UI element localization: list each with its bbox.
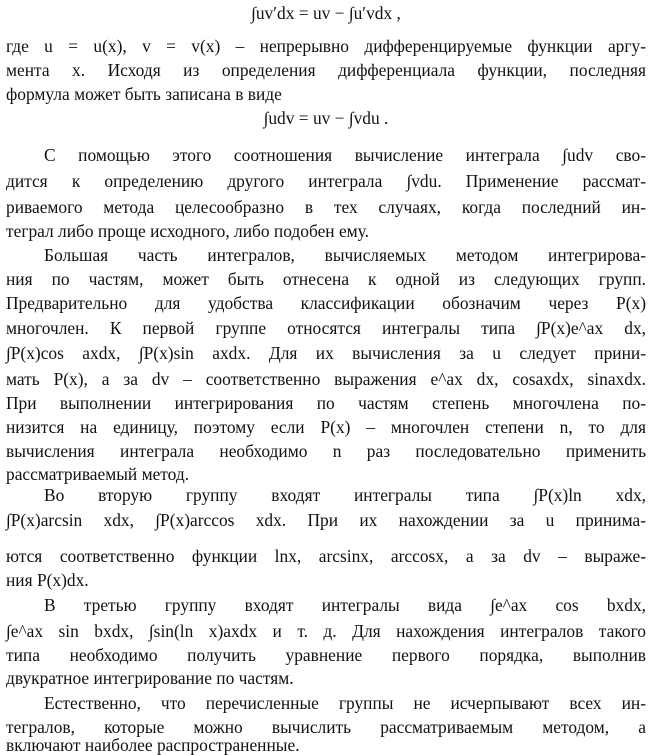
text-line-2: мента x. Исходя из определения дифференциала функции, последняя: [6, 60, 646, 80]
text-line-9: ния по частям, может быть отнесена к одной из следующих групп.: [6, 269, 646, 289]
text-line-8: Большая часть интегралов, вычисляемых методом интегрирова-: [44, 245, 646, 265]
text-line-21: ния P(x)dx.: [6, 570, 89, 590]
formula-differential-form: ∫udv = uv − ∫vdu .: [263, 108, 389, 128]
text-line-3: формула может быть записана в виде: [6, 84, 282, 104]
text-line-26: Естественно, что перечисленные группы не исчерпывают всех ин-: [44, 693, 646, 713]
text-line-11: многочлен. К первой группе относятся интегралы типа ∫P(x)e^ax dx,: [6, 318, 646, 338]
formula-integration-by-parts: ∫uv′dx = uv − ∫u′vdx ,: [251, 3, 401, 23]
text-line-6: риваемого метода целесообразно в тех случаях, когда последний ин-: [6, 197, 646, 217]
text-line-5: дится к определению другого интеграла ∫vdu. Применение рассмат-: [6, 171, 646, 191]
text-line-4: С помощью этого соотношения вычисление интеграла ∫udv сво-: [44, 145, 646, 165]
text-line-27: тегралов, которые можно вычислить рассматриваемым методом, а: [6, 717, 646, 737]
text-line-16: вычисления интеграла необходимо n раз последовательно применить: [6, 441, 646, 461]
text-line-14: При выполнении интегрирования по частям степень многочлена по-: [6, 393, 646, 413]
text-line-10: Предварительно для удобства классификации обозначим через P(x): [6, 293, 646, 313]
text-line-20: ются соответственно функции lnx, arcsinx, arccosx, а за dv – выраже-: [6, 546, 646, 566]
text-line-15: низится на единицу, поэтому если P(x) – многочлен степени n, то для: [6, 417, 646, 437]
text-line-7: теграл либо проще исходного, либо подобен ему.: [6, 221, 369, 241]
text-line-22: В третью группу входят интегралы вида ∫e^ax cos bxdx,: [44, 595, 646, 615]
text-line-18: Во вторую группу входят интегралы типа ∫P(x)ln xdx,: [44, 485, 646, 505]
text-line-25: двукратное интегрирование по частям.: [6, 668, 294, 688]
text-line-28: включают наиболее распространенные.: [6, 735, 300, 755]
text-line-24: типа необходимо получить уравнение первого порядка, выполнив: [6, 645, 646, 665]
text-line-17: рассматриваемый метод.: [6, 464, 190, 484]
text-line-1: где u = u(x), v = v(x) – непрерывно дифференцируемые функции аргу-: [6, 36, 646, 56]
text-line-12: ∫P(x)cos axdx, ∫P(x)sin axdx. Для их вычисления за u следует прини-: [6, 343, 646, 363]
text-line-23: ∫e^ax sin bxdx, ∫sin(ln x)axdx и т. д. Для нахождения интегралов такого: [6, 621, 646, 641]
text-line-13: мать P(x), а за dv – соответственно выражения e^ax dx, cosaxdx, sinaxdx.: [6, 369, 646, 389]
text-line-19: ∫P(x)arcsin xdx, ∫P(x)arccos xdx. При их нахождении за u принима-: [6, 510, 646, 530]
